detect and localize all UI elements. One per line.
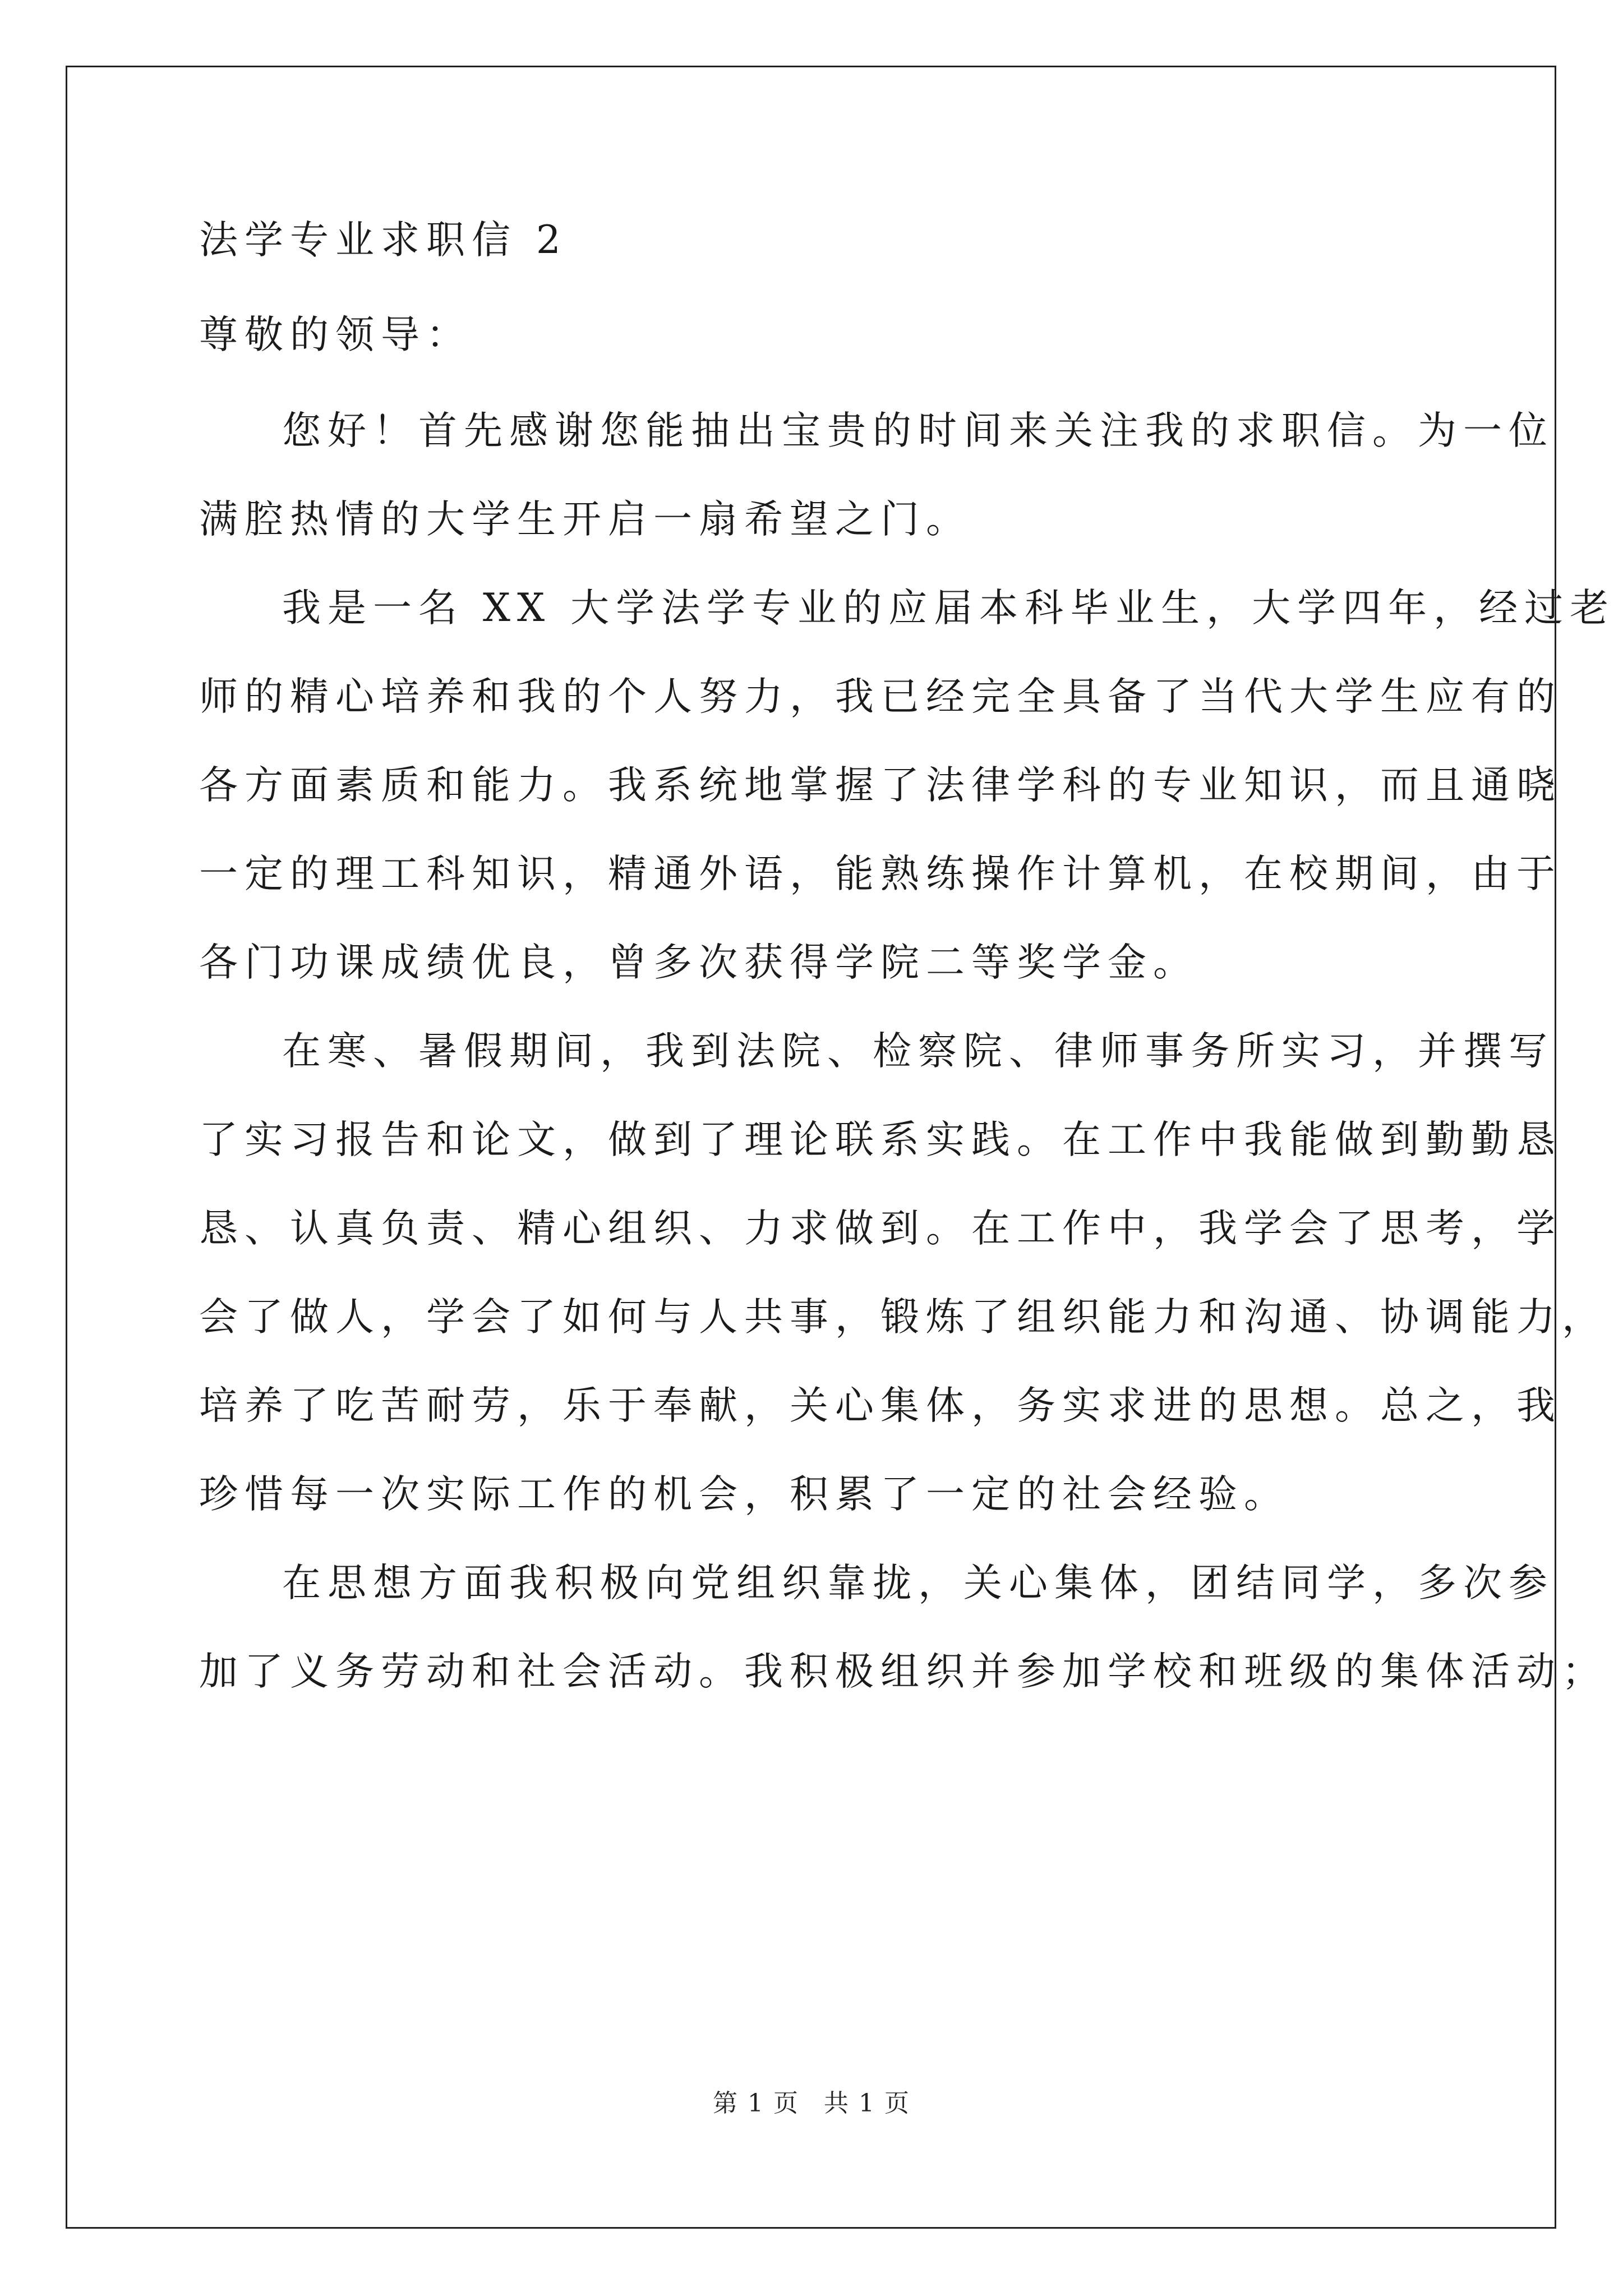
paragraph-line: 一定的理工科知识，精通外语，能熟练操作计算机，在校期间，由于	[199, 852, 1562, 896]
paragraph-line: 满腔热情的大学生开启一扇希望之门。	[199, 497, 971, 542]
paragraph-line: 在思想方面我积极向党组织靠拢，关心集体，团结同学，多次参	[282, 1561, 1554, 1605]
paragraph-line: 各门功课成绩优良，曾多次获得学院二等奖学金。	[199, 940, 1198, 985]
paragraph-line: 加了义务劳动和社会活动。我积极组织并参加学校和班级的集体活动；	[199, 1649, 1607, 1694]
paragraph-line: 您好！首先感谢您能抽出宝贵的时间来关注我的求职信。为一位	[282, 408, 1554, 453]
paragraph-line: 我是一名 XX 大学法学专业的应届本科毕业生，大学四年，经过老	[282, 586, 1616, 631]
paragraph-line: 师的精心培养和我的个人努力，我已经完全具备了当代大学生应有的	[199, 674, 1562, 719]
paragraph-line: 会了做人，学会了如何与人共事，锻炼了组织能力和沟通、协调能力，	[199, 1295, 1607, 1340]
paragraph-3	[199, 1027, 1607, 1519]
letter-body	[199, 216, 1616, 1736]
paragraph-line: 培养了吃苦耐劳，乐于奉献，关心集体，务实求进的思想。总之，我	[199, 1383, 1562, 1428]
letter-greeting: 尊敬的领导：	[199, 312, 472, 357]
page-footer	[0, 2083, 1623, 2119]
paragraph-line: 在寒、暑假期间，我到法院、检察院、律师事务所实习，并撰写	[282, 1029, 1554, 1074]
paragraph-line: 各方面素质和能力。我系统地掌握了法律学科的专业知识，而且通晓	[199, 763, 1562, 808]
paragraph-4	[199, 1559, 1607, 1696]
page-number: 第 1 页	[713, 2089, 799, 2118]
paragraph-1	[199, 407, 1554, 544]
letter-title: 法学专业求职信 2	[199, 218, 568, 263]
paragraph-line: 珍惜每一次实际工作的机会，积累了一定的社会经验。	[199, 1472, 1289, 1517]
paragraph-2	[199, 584, 1616, 987]
paragraph-line: 了实习报告和论文，做到了理论联系实践。在工作中我能做到勤勤恳	[199, 1117, 1562, 1162]
page-total: 共 1 页	[824, 2089, 910, 2118]
paragraph-line: 恳、认真负责、精心组织、力求做到。在工作中，我学会了思考，学	[199, 1206, 1562, 1251]
